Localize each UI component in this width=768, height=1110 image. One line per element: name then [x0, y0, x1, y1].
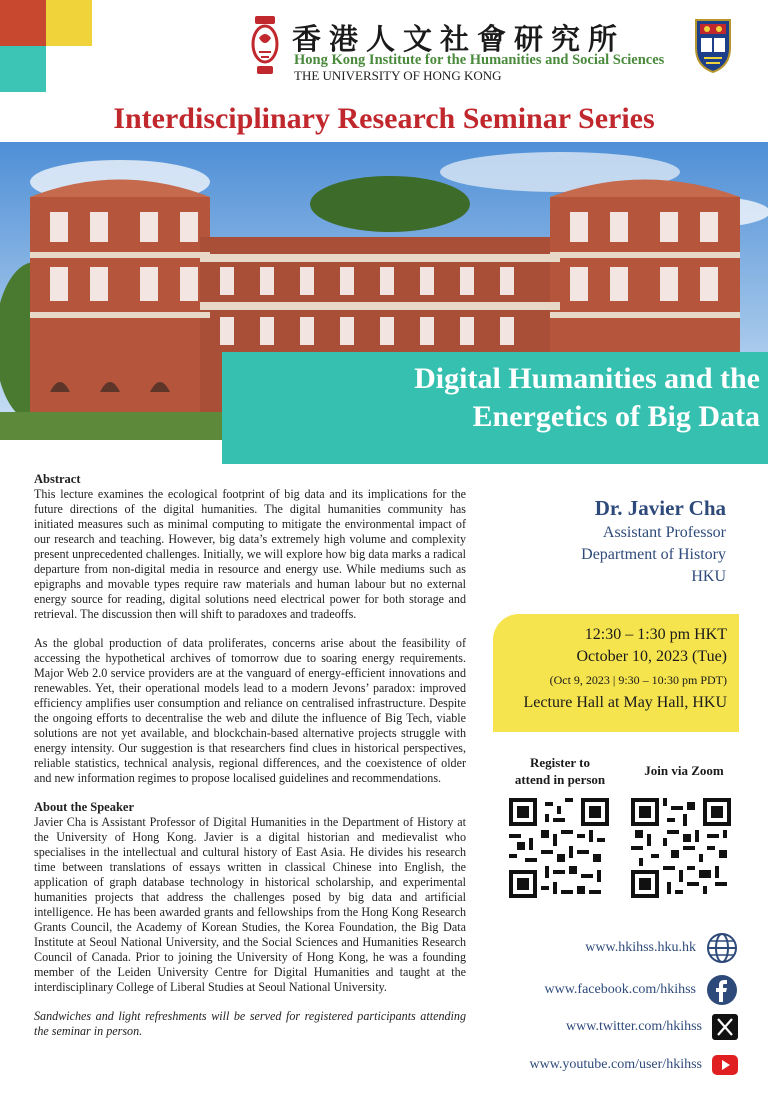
youtube-link[interactable]: www.youtube.com/user/hkihss [529, 1057, 702, 1072]
globe-icon [706, 932, 738, 964]
about-speaker-text: Javier Cha is Assistant Professor of Digital Humanities in the Department of History at the University of Hong Kong. Javier is a digital historian and medievalist who specialises in the intellectual and cultural history of East Asia. He divides his research time between translations of essays written in classical Chinese into English, the application of graph database technology in historical scholarship, and experimental humanities projects that address the challenges posed by big data and artificial intelligence. He has been awarded grants and fellowships from the Hong Kong Research Grants Council, the Academy of Korean Studies, the Korea Foundation, the Big Data Institute at Seoul National University, and the Social Sciences and Humanities Research Council of Canada. Prior to joining the University of Hong Kong, he was a founding member of the Leiden University Centre for Digital Humanities and taught at the interdisciplinary College of Liberal Studies at Seoul National University. [34, 815, 466, 994]
university-name: THE UNIVERSITY OF HONG KONG [294, 68, 502, 83]
series-title: Interdisciplinary Research Seminar Series [113, 102, 655, 135]
seminar-title [230, 360, 760, 436]
speaker-name: Dr. Javier Cha [594, 496, 726, 520]
facebook-icon [706, 974, 738, 1006]
hku-crest-icon [694, 18, 732, 74]
event-venue: Lecture Hall at May Hall, HKU [523, 694, 727, 711]
abstract-paragraph-2: As the global production of data proliferates, concerns arise about the feasibility of accessing the hypothetical archives of tomorrow due to soaring energy requirements. Major Web 2.0 service providers are at the vanguard of energy-efficient innovations and renewables. Yet, their operational models lead to a modern Jevons’ paradox: improved efficiency amplifies user consumption and reliance on centralised infrastructure. Despite the ongoing efforts to decentralise the web and dilute the influence of Big Tech, viable solutions are not yet available, and blockchain-based alternative projects struggle with energy intensity. Our suggestion is that researchers find clues in historical perspectives, reliable statistics, technical analysis, regional differences, and the coexistence of older and new information regimes to propose localised guidelines and recommendations. [34, 636, 466, 785]
event-date: October 10, 2023 (Tue) [576, 648, 727, 665]
twitter-link-row[interactable] [438, 1014, 738, 1040]
institute-name: Hong Kong Institute for the Humanities and Social Sciences [294, 52, 665, 68]
about-speaker-heading: About the Speaker [34, 800, 135, 814]
website-link[interactable]: www.hkihss.hku.hk [585, 940, 696, 955]
facebook-link-row[interactable] [438, 974, 738, 1006]
register-qr-code[interactable] [509, 798, 609, 898]
facebook-link[interactable]: www.facebook.com/hkihss [544, 982, 696, 997]
institute-chinese-name: 香港人文社會研究所 [292, 22, 626, 56]
description-column [34, 472, 466, 1053]
event-info [493, 624, 727, 714]
speaker-position: Assistant Professor [602, 524, 726, 541]
abstract-heading: Abstract [34, 472, 81, 486]
hkihss-logo-icon [249, 14, 281, 76]
abstract-paragraph-1: This lecture examines the ecological footprint of big data and its implications for the future directions of the digital humanities. The digital humanities community has initiated measures such as minimal computing to mitigate the environmental impact of our research and teaching. However, big data’s extremely high volume and complexity present unprecedented challenges. Initially, we will explore how big data marks a radical departure from non-digital media in resource and energy use. While mediums such as epigraphs and movable types require raw materials and human labour but no external energy source for reading, digital solutions need electrical power for both storage and retrieval. The discussion then will shift to paradoxes and tradeoffs. [34, 487, 466, 621]
seminar-title-line2: Energetics of Big Data [472, 400, 760, 433]
corner-block-red [0, 0, 46, 46]
event-time: 12:30 – 1:30 pm HKT [584, 626, 727, 643]
twitter-link[interactable]: www.twitter.com/hkihss [566, 1019, 702, 1034]
speaker-department: Department of History [581, 546, 726, 563]
x-twitter-icon [712, 1014, 738, 1040]
youtube-icon [712, 1055, 738, 1075]
website-link-row[interactable] [438, 932, 738, 964]
seminar-title-line1: Digital Humanities and the [414, 362, 760, 395]
refreshments-note: Sandwiches and light refreshments will be served for registered participants attending the seminar in person. [34, 1009, 466, 1038]
event-alt-time: (Oct 9, 2023 | 9:30 – 10:30 pm PDT) [549, 673, 727, 687]
join-zoom-label: Join via Zoom [644, 763, 724, 778]
youtube-link-row[interactable] [438, 1055, 738, 1075]
corner-block-teal [0, 46, 46, 92]
speaker-block [466, 494, 726, 588]
zoom-qr-code[interactable] [631, 798, 731, 898]
register-label-line1: Register to [529, 755, 591, 770]
register-label-line2: attend in person [514, 772, 606, 787]
corner-block-yellow [46, 0, 92, 46]
speaker-org: HKU [691, 568, 726, 585]
register-in-person-label [500, 754, 620, 788]
